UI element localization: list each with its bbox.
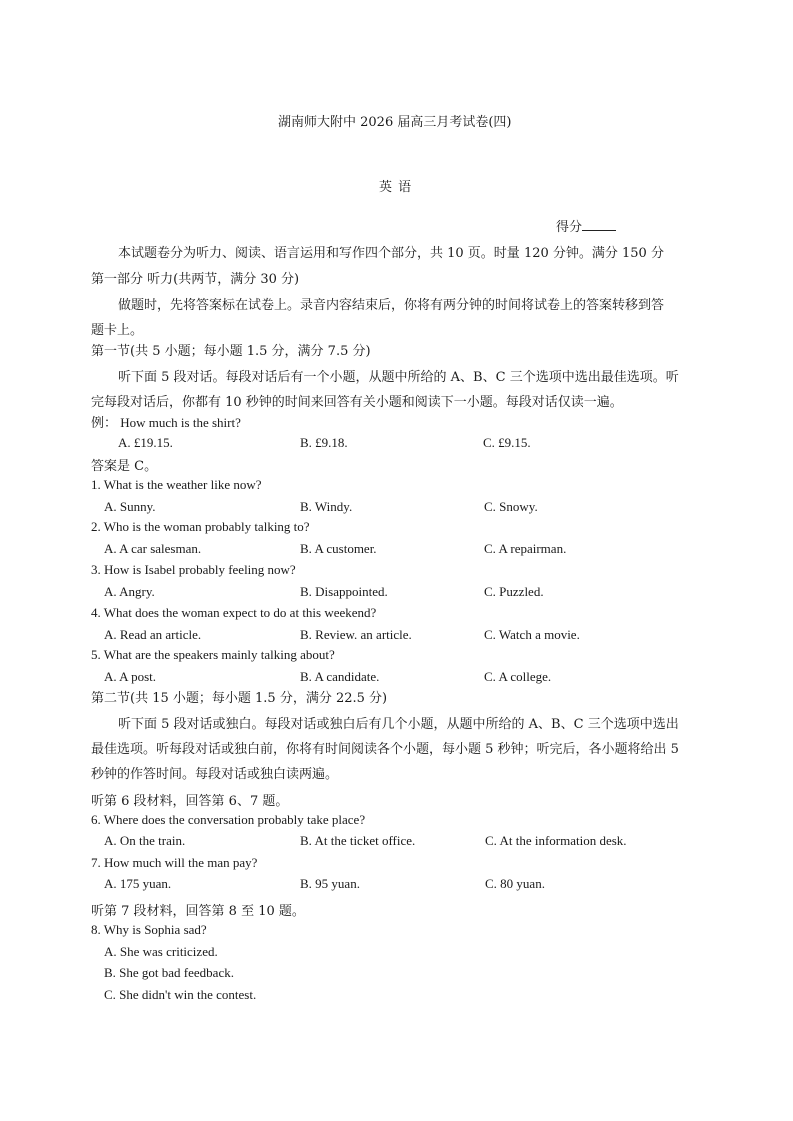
question-1: 1. What is the weather like now? <box>91 477 262 492</box>
score-label: 得分 <box>556 220 583 235</box>
q7-option-c: C. 80 yuan. <box>485 876 545 891</box>
q1-option-a: A. Sunny. <box>104 499 156 514</box>
intro-text: 本试题卷分为听力、阅读、语言运用和写作四个部分，共 10 页。时量 120 分钟。满分 150 分 <box>118 246 664 261</box>
q1-option-c: C. Snowy. <box>484 499 538 514</box>
q8-option-b: B. She got bad feedback. <box>104 965 234 980</box>
q3-option-b: B. Disappointed. <box>300 584 388 599</box>
q8-option-a: A. She was criticized. <box>104 944 218 959</box>
exam-title: 湖南师大附中 2026 届高三月考试卷(四) <box>278 115 512 130</box>
q3-option-a: A. Angry. <box>104 584 155 599</box>
example-question: 例： How much is the shirt? <box>91 415 241 430</box>
q7-option-b: B. 95 yuan. <box>300 876 360 891</box>
q4-option-c: C. Watch a movie. <box>484 627 580 642</box>
section1-instruction-line1: 听下面 5 段对话。每段对话后有一个小题，从题中所给的 A、B、C 三个选项中选出最佳选项。听 <box>118 370 679 385</box>
section2-instruction-line1: 听下面 5 段对话或独白。每段对话或独白后有几个小题，从题中所给的 A、B、C 三个选项中选出 <box>118 717 679 732</box>
example-answer: 答案是 C。 <box>91 459 158 474</box>
question-6: 6. Where does the conversation probably take place? <box>91 812 366 827</box>
q4-option-b: B. Review. an article. <box>300 627 412 642</box>
question-7: 7. How much will the man pay? <box>91 855 258 870</box>
section1-instruction-line2: 完每段对话后，你都有 10 秒钟的时间来回答有关小题和阅读下一小题。每段对话仅读一遍。 <box>91 395 623 410</box>
subject-title: 英 语 <box>379 180 413 195</box>
q4-option-a: A. Read an article. <box>104 627 202 642</box>
section2-instruction-line2: 最佳选项。听每段对话或独白前，你将有时间阅读各个小题，每小题 5 秒钟；听完后，各小题将给出 5 <box>91 742 679 757</box>
q5-option-a: A. A post. <box>104 669 157 684</box>
q5-option-b: B. A candidate. <box>300 669 380 684</box>
question-4: 4. What does the woman expect to do at this weekend? <box>91 605 377 620</box>
q2-option-c: C. A repairman. <box>484 541 567 556</box>
example-option-b: B. £9.18. <box>300 435 348 450</box>
part1-instruction-line1: 做题时，先将答案标在试卷上。录音内容结束后，你将有两分钟的时间将试卷上的答案转移到答 <box>118 298 665 313</box>
q5-option-c: C. A college. <box>484 669 552 684</box>
material-6-label: 听第 6 段材料，回答第 6、7 题。 <box>91 794 289 809</box>
section2-heading: 第二节(共 15 小题；每小题 1.5 分，满分 22.5 分) <box>91 691 388 706</box>
q3-option-c: C. Puzzled. <box>484 584 544 599</box>
q6-option-b: B. At the ticket office. <box>300 833 416 848</box>
q6-option-a: A. On the train. <box>104 833 186 848</box>
q6-option-c: C. At the information desk. <box>485 833 627 848</box>
q7-option-a: A. 175 yuan. <box>104 876 172 891</box>
score-field <box>556 216 616 235</box>
question-8: 8. Why is Sophia sad? <box>91 922 207 937</box>
question-3: 3. How is Isabel probably feeling now? <box>91 562 296 577</box>
question-5: 5. What are the speakers mainly talking about? <box>91 647 335 662</box>
section2-instruction-line3: 秒钟的作答时间。每段对话或独白读两遍。 <box>91 767 339 782</box>
section1-heading: 第一节(共 5 小题；每小题 1.5 分，满分 7.5 分) <box>91 344 371 359</box>
part1-instruction-line2: 题卡上。 <box>91 323 144 338</box>
q2-option-b: B. A customer. <box>300 541 377 556</box>
example-option-a: A. £19.15. <box>118 435 173 450</box>
example-option-c: C. £9.15. <box>483 435 531 450</box>
q8-option-c: C. She didn't win the contest. <box>104 987 257 1002</box>
part1-heading: 第一部分 听力(共两节，满分 30 分) <box>91 272 300 287</box>
score-blank <box>582 218 616 231</box>
q2-option-a: A. A car salesman. <box>104 541 202 556</box>
q1-option-b: B. Windy. <box>300 499 353 514</box>
material-7-label: 听第 7 段材料，回答第 8 至 10 题。 <box>91 904 305 919</box>
question-2: 2. Who is the woman probably talking to? <box>91 519 310 534</box>
